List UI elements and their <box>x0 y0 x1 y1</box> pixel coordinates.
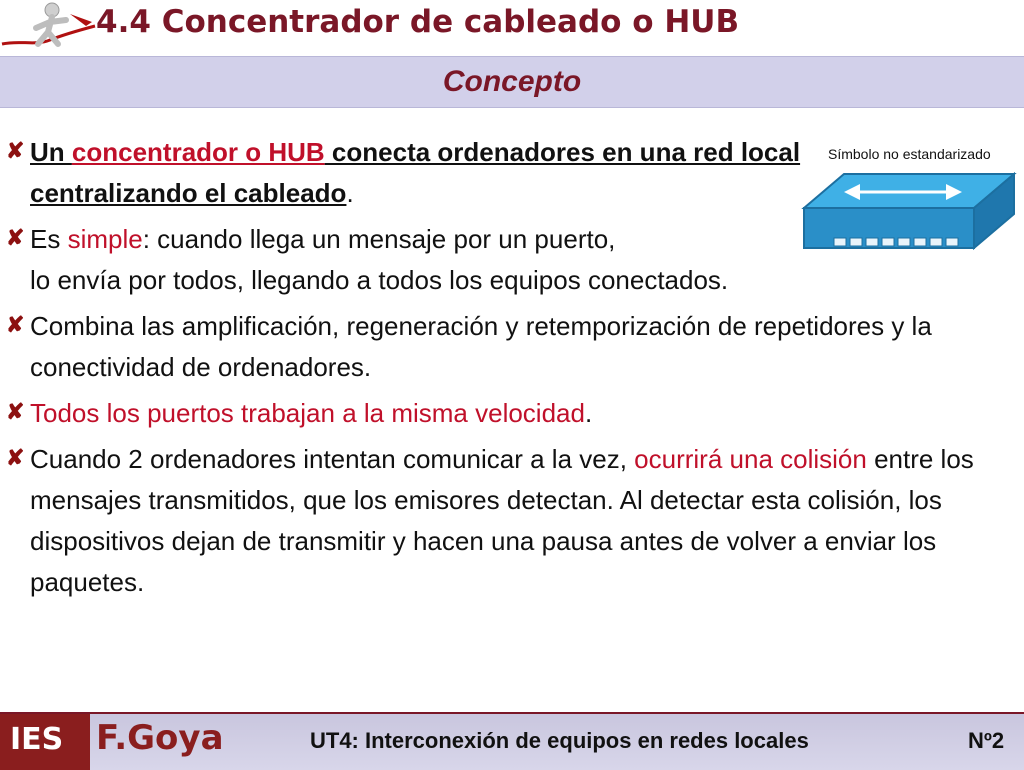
x-mark-icon: ✘ <box>6 138 25 163</box>
slide-number: Nº2 <box>968 728 1005 753</box>
ies-label: IES <box>10 722 64 757</box>
slide-header <box>0 0 1024 56</box>
highlight-term: ocurrirá una colisión <box>634 444 867 474</box>
x-mark-icon: ✘ <box>6 445 25 470</box>
x-mark-icon: ✘ <box>6 225 25 250</box>
bullet-item <box>6 132 830 214</box>
x-mark-icon: ✘ <box>6 399 25 424</box>
bullet-text: Cuando 2 ordenadores intentan comunicar a la vez, <box>30 444 635 474</box>
bullet-text: . <box>346 178 354 208</box>
bullet-item <box>6 393 1006 434</box>
bullet-text: . <box>584 398 593 428</box>
bullet-text: : cuando llega un mensaje por un puerto, <box>142 224 616 254</box>
bullet-text: entre los mensajes transmitidos, que los emisores detectan. Al detectar esta colisión, los dispositivos dejan de transmitir y hacen una pausa antes de volver a enviar los paquetes. <box>30 444 974 597</box>
bullet-item <box>6 306 1006 388</box>
highlight-term: simple <box>67 224 143 254</box>
footer-title: UT4: Interconexión de equipos en redes locales <box>310 728 809 753</box>
school-logo-text: F.Goya <box>96 718 224 758</box>
x-mark-icon: ✘ <box>6 312 25 337</box>
concept-band <box>0 56 1024 108</box>
slide-title: 4.4 Concentrador de cableado o HUB <box>96 4 740 40</box>
bullet-text: conecta ordenadores en una red local centralizando el cableado <box>30 137 801 208</box>
bullet-item <box>6 439 1006 603</box>
bullet-text: Es <box>30 224 68 254</box>
running-figure-with-cable-icon <box>0 0 110 56</box>
bullet-list <box>6 132 1006 608</box>
ies-logo <box>0 714 90 770</box>
bullet-text: Combina las amplificación, regeneración y retemporización de repetidores y la conectividad de ordenadores. <box>30 311 932 382</box>
bullet-text: Un <box>30 137 72 167</box>
bullet-item <box>6 219 830 301</box>
bullet-text: lo envía por todos, llegando a todos los equipos conectados. <box>30 265 729 295</box>
slide-footer <box>0 712 1024 770</box>
concept-label: Concepto <box>442 65 582 98</box>
highlight-term: Todos los puertos trabajan a la misma velocidad <box>30 398 585 428</box>
hub-caption: Símbolo no estandarizado <box>828 146 991 162</box>
highlight-term: concentrador o HUB <box>71 137 325 167</box>
